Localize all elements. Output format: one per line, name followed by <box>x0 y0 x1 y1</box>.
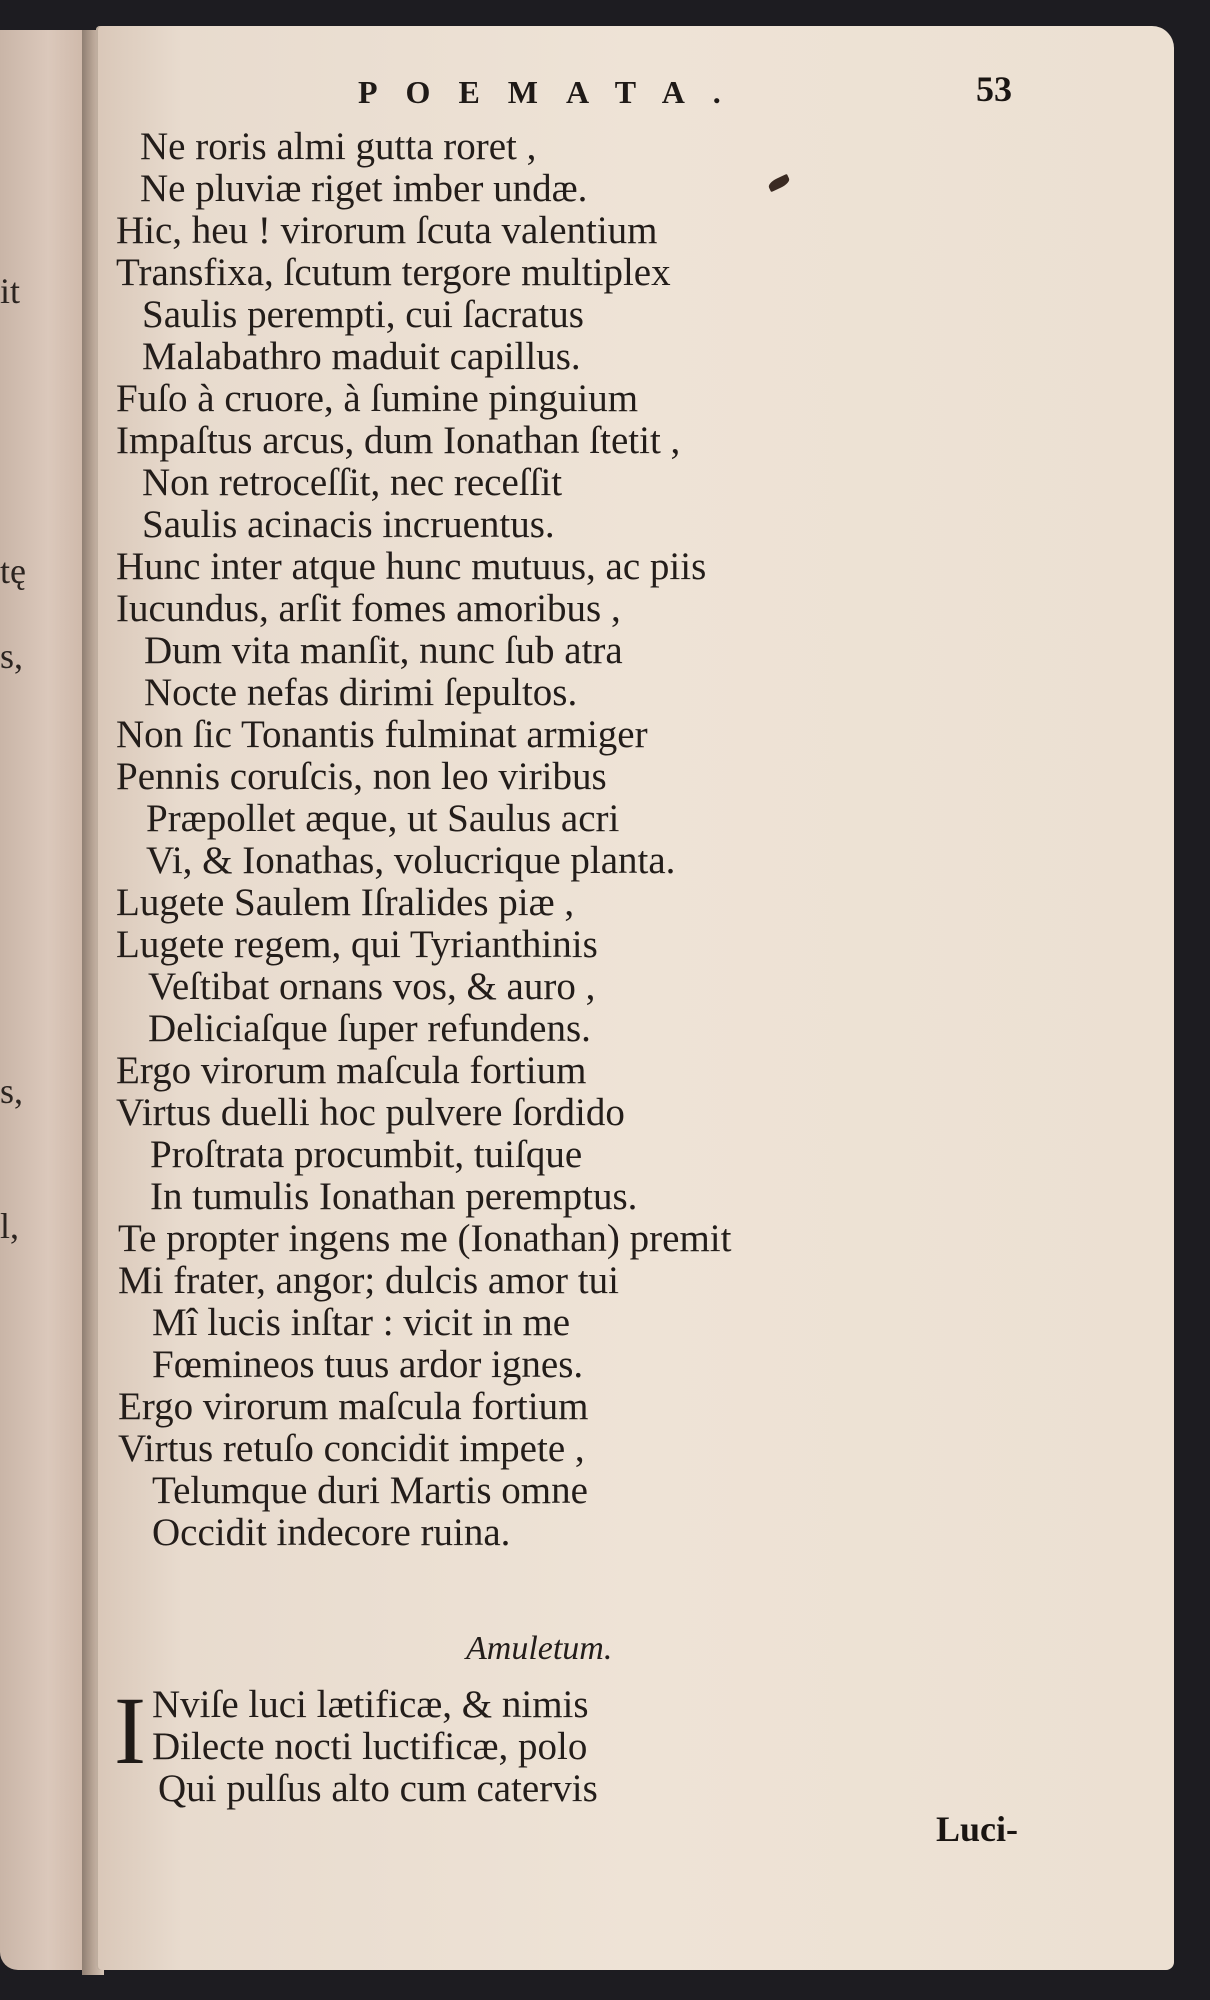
page-number: 53 <box>976 69 1012 109</box>
poem-line: Lugete Saulem Iſralides piæ , <box>116 881 575 924</box>
poem-line: Transfixa, ſcutum tergore multiplex <box>116 251 671 294</box>
poem-line: Non retroceſſit, nec receſſit <box>142 461 563 504</box>
poem-line: Deliciaſque ſuper refundens. <box>148 1007 591 1050</box>
poem-line: Impaſtus arcus, dum Ionathan ſtetit , <box>116 419 681 462</box>
poem-body <box>96 26 1174 1970</box>
previous-page-edge <box>0 30 88 1970</box>
poem-line: Virtus retuſo concidit impete , <box>118 1427 585 1470</box>
poem-line: Veſtibat ornans vos, & auro , <box>148 965 596 1008</box>
poem-line: Occidit indecore ruina. <box>152 1511 511 1554</box>
poem-line: Mî lucis inſtar : vicit in me <box>152 1301 571 1344</box>
poem-line: Malabathro maduit capillus. <box>142 335 581 378</box>
left-page-fragment: s, <box>0 636 24 676</box>
poem-line: Vi, & Ionathas, volucrique planta. <box>146 839 676 882</box>
poem-line: Virtus duelli hoc pulvere ſordido <box>116 1091 625 1134</box>
poem-line: Non ſic Tonantis fulminat armiger <box>116 713 648 756</box>
book-page <box>96 26 1174 1970</box>
running-header: POEMATA. <box>358 74 749 110</box>
poem-line: Telumque duri Martis omne <box>152 1469 588 1512</box>
poem-line: Te propter ingens me (Ionathan) premit <box>118 1217 732 1260</box>
poem-line: In tumulis Ionathan peremptus. <box>150 1175 638 1218</box>
poem-line: Ne roris almi gutta roret , <box>140 125 537 168</box>
section-title: Amuletum. <box>466 1630 613 1667</box>
poem-line: Nocte nefas dirimi ſepultos. <box>144 671 578 714</box>
poem-line: Pennis coruſcis, non leo viribus <box>116 755 607 798</box>
left-page-fragment: l, <box>0 1206 20 1246</box>
poem-line: Lugete regem, qui Tyrianthinis <box>116 923 598 966</box>
poem-line: Hic, heu ! virorum ſcuta valentium <box>116 209 658 252</box>
catchword: Luci- <box>936 1809 1019 1849</box>
drop-capital: I <box>114 1677 146 1784</box>
poem-line: Fœmineos tuus ardor ignes. <box>152 1343 584 1386</box>
left-page-fragment: tę <box>0 551 26 591</box>
left-page-fragment: it <box>0 271 21 311</box>
section-line: Qui pulſus alto cum catervis <box>158 1767 598 1810</box>
poem-line: Ergo virorum maſcula fortium <box>116 1049 587 1092</box>
left-page-fragment: s, <box>0 1071 24 1111</box>
poem-line: Proſtrata procumbit, tuiſque <box>150 1133 583 1176</box>
poem-line: Ne pluviæ riget imber undæ. <box>140 167 588 210</box>
poem-line: Fuſo à cruore, à ſumine pinguium <box>116 377 639 420</box>
poem-line: Saulis perempti, cui ſacratus <box>142 293 584 336</box>
poem-line: Iucundus, arſit fomes amoribus , <box>116 587 621 630</box>
poem-line: Hunc inter atque hunc mutuus, ac piis <box>116 545 707 588</box>
poem-line: Præpollet æque, ut Saulus acri <box>146 797 620 840</box>
poem-line: Mi frater, angor; dulcis amor tui <box>118 1259 619 1302</box>
section-line: Nviſe luci lætificæ, & nimis <box>152 1683 589 1726</box>
section-line: Dilecte nocti luctificæ, polo <box>152 1725 588 1768</box>
poem-line: Ergo virorum maſcula fortium <box>118 1385 589 1428</box>
poem-line: Dum vita manſit, nunc ſub atra <box>144 629 623 672</box>
poem-line: Saulis acinacis incruentus. <box>142 503 555 546</box>
